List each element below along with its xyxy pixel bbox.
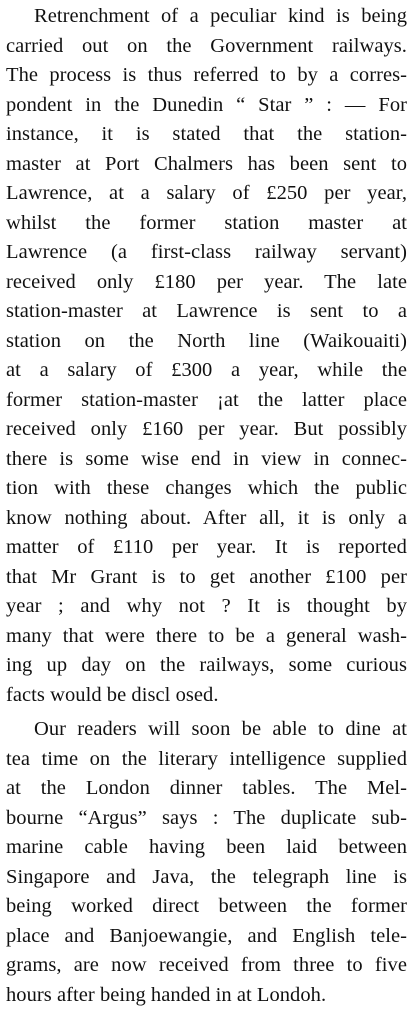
text-line: pondent in the Dunedin “ Star ” : — For xyxy=(6,91,407,121)
text-line: station on the North line (Waikouaiti) xyxy=(6,327,407,357)
text-line: hours after being handed in at Londoh. xyxy=(6,981,407,1010)
text-line: carried out on the Government railways. xyxy=(6,32,407,62)
text-line: instance, it is stated that the station- xyxy=(6,120,407,150)
text-line: tion with these changes which the public xyxy=(6,474,407,504)
paragraph xyxy=(6,2,407,710)
text-line: whilst the former station master at xyxy=(6,209,407,239)
text-line: Our readers will soon be able to dine at xyxy=(6,715,407,745)
text-line: matter of £110 per year. It is reported xyxy=(6,533,407,563)
text-line: year ; and why not ? It is thought by xyxy=(6,592,407,622)
article-body xyxy=(6,2,407,1010)
text-line: facts would be discl osed. xyxy=(6,681,407,711)
text-line: there is some wise end in view in connec- xyxy=(6,445,407,475)
text-line: at a salary of £300 a year, while the xyxy=(6,356,407,386)
text-line: marine cable having been laid between xyxy=(6,833,407,863)
text-line: tea time on the literary intelligence supplied xyxy=(6,745,407,775)
text-line: Singapore and Java, the telegraph line is xyxy=(6,863,407,893)
text-line: station-master at Lawrence is sent to a xyxy=(6,297,407,327)
text-line: at the London dinner tables. The Mel- xyxy=(6,774,407,804)
text-line: being worked direct between the former xyxy=(6,892,407,922)
text-line: many that were there to be a general wash- xyxy=(6,622,407,652)
paragraph xyxy=(6,715,407,1010)
text-line: received only £160 per year. But possibly xyxy=(6,415,407,445)
text-line: grams, are now received from three to five xyxy=(6,951,407,981)
text-line: that Mr Grant is to get another £100 per xyxy=(6,563,407,593)
text-line: know nothing about. After all, it is only a xyxy=(6,504,407,534)
text-line: ing up day on the railways, some curious xyxy=(6,651,407,681)
text-line: The process is thus referred to by a corres- xyxy=(6,61,407,91)
text-line: bourne “Argus” says : The duplicate sub- xyxy=(6,804,407,834)
text-line: place and Banjoewangie, and English tele- xyxy=(6,922,407,952)
text-line: former station-master ¡at the latter place xyxy=(6,386,407,416)
text-line: master at Port Chalmers has been sent to xyxy=(6,150,407,180)
text-line: Retrenchment of a peculiar kind is being xyxy=(6,2,407,32)
text-line: Lawrence, at a salary of £250 per year, xyxy=(6,179,407,209)
text-line: Lawrence (a first-class railway servant) xyxy=(6,238,407,268)
text-line: received only £180 per year. The late xyxy=(6,268,407,298)
